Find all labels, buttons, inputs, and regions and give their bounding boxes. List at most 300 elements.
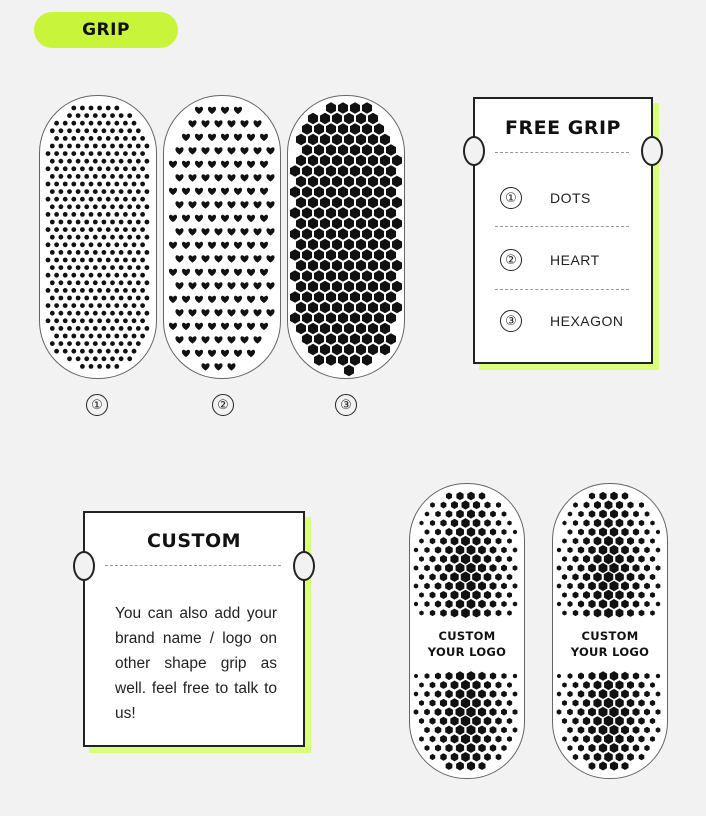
- grip-dot: [123, 334, 128, 339]
- grip-dot: [140, 273, 145, 278]
- grip-hexagon: [501, 601, 506, 607]
- grip-hexagon: [490, 672, 496, 679]
- grip-dot: [119, 311, 124, 316]
- grip-hexagon: [356, 260, 366, 272]
- card-notch-left: [73, 551, 95, 581]
- grip-hexagon: [344, 218, 354, 230]
- grip-hexagon: [507, 682, 512, 688]
- grip-hexagon: [490, 511, 496, 518]
- grip-hexagon: [451, 519, 458, 527]
- grip-hexagon: [501, 547, 507, 553]
- grip-heart: [169, 323, 177, 330]
- grip-hexagon: [467, 545, 476, 555]
- grip-hexagon: [392, 302, 402, 314]
- grip-dot: [59, 311, 64, 316]
- grip-hexagon: [456, 563, 465, 573]
- grip-hexagon: [633, 690, 640, 698]
- grip-dot: [119, 174, 124, 179]
- grip-hexagon: [467, 761, 475, 770]
- grip-dot: [114, 303, 119, 308]
- grip-hexagon: [650, 700, 655, 706]
- grip-hexagon: [414, 583, 418, 588]
- grip-hexagon: [344, 260, 354, 272]
- grip-dot: [59, 189, 64, 194]
- grip-hexagon: [501, 673, 506, 679]
- grip-hexagon: [507, 574, 513, 580]
- grip-dot: [106, 258, 111, 263]
- grip-dot: [127, 280, 132, 285]
- grip-dot: [123, 242, 128, 247]
- grip-hexagon: [320, 302, 330, 314]
- grip-hexagon: [589, 510, 596, 518]
- grip-dot: [76, 356, 81, 361]
- grip-hexagon: [496, 502, 501, 508]
- grip-hexagon: [430, 556, 436, 563]
- grip-hexagon: [362, 228, 372, 240]
- grip-dot: [106, 166, 111, 171]
- grip-dot: [127, 204, 132, 209]
- grip-hexagon: [445, 672, 452, 680]
- grip-dot: [84, 296, 89, 301]
- grip-dot: [54, 121, 59, 126]
- grip-hexagon: [456, 707, 465, 717]
- grip-hexagon: [430, 754, 435, 760]
- grip-dot: [127, 174, 132, 179]
- grip-hexagon: [599, 689, 608, 699]
- grip-dot: [132, 182, 137, 187]
- grip-dot: [71, 334, 76, 339]
- grip-dot: [114, 166, 119, 171]
- grip-hexagon: [478, 528, 485, 536]
- grip-hexagon: [501, 583, 507, 590]
- grip-heart: [227, 363, 235, 370]
- grip-hexagon: [368, 155, 378, 167]
- grip-hexagon: [615, 698, 624, 708]
- grip-hexagon: [495, 736, 501, 743]
- grip-hexagon: [308, 260, 318, 272]
- grip-heart: [260, 188, 268, 195]
- grip-hexagon: [599, 527, 607, 536]
- grip-heart: [182, 296, 190, 303]
- grip-dot: [97, 166, 102, 171]
- grip-heart: [195, 350, 203, 357]
- grip-dot: [102, 189, 107, 194]
- item-label: DOTS: [550, 190, 591, 206]
- grip-dot: [89, 136, 94, 141]
- grip-hexagon: [610, 689, 619, 699]
- grip-dot: [114, 242, 119, 247]
- item-number: ③: [500, 310, 522, 332]
- grip-dot: [127, 265, 132, 270]
- grip-dot: [84, 250, 89, 255]
- grip-dot: [67, 311, 72, 316]
- grip-hexagon: [604, 518, 612, 528]
- grip-heart: [208, 269, 216, 276]
- grip-hexagon: [568, 511, 572, 516]
- grip-hexagon: [320, 281, 330, 293]
- grip-hexagon: [450, 554, 458, 563]
- grip-hexagon: [435, 690, 441, 697]
- grip-dot: [71, 273, 76, 278]
- grip-dot: [123, 166, 128, 171]
- grip-hexagon: [594, 501, 601, 509]
- grip-hexagon: [627, 555, 634, 564]
- grip-dot: [76, 326, 81, 331]
- grip-dot: [59, 144, 64, 149]
- grip-heart: [169, 242, 177, 249]
- item-label: HEART: [550, 252, 600, 268]
- grip-hexagon: [356, 134, 366, 146]
- grip-hexagon: [583, 609, 590, 617]
- grip-heart: [234, 323, 242, 330]
- grip-dot: [89, 166, 94, 171]
- grip-hexagon: [573, 592, 579, 599]
- grip-dot: [119, 356, 124, 361]
- grip-hexagon: [308, 239, 318, 251]
- grip-hexagon: [424, 745, 429, 751]
- grip-hexagon: [650, 520, 654, 525]
- grip-dot: [46, 182, 51, 187]
- grip-dot: [50, 235, 55, 240]
- grip-hexagon: [392, 239, 402, 251]
- grip-dot: [71, 166, 76, 171]
- grip-hexagon: [414, 565, 419, 570]
- grip-hexagon: [308, 176, 318, 188]
- grip-hexagon: [332, 302, 342, 314]
- grip-dot: [119, 341, 124, 346]
- grip-dot: [145, 235, 150, 240]
- grip-heart: [247, 215, 255, 222]
- grip-dot: [63, 242, 68, 247]
- grip-dot: [63, 121, 68, 126]
- grip-hexagon: [424, 565, 430, 572]
- grip-hexagon: [440, 591, 447, 599]
- section-tag: GRIP: [34, 12, 178, 48]
- grip-hexagon: [578, 529, 584, 536]
- grip-dot: [76, 341, 81, 346]
- option-number-1: ①: [86, 394, 108, 416]
- grip-hexagon: [489, 708, 496, 716]
- grip-hexagon: [419, 521, 423, 526]
- grip-hexagon: [484, 753, 491, 761]
- grip-hexagon: [356, 344, 366, 356]
- grip-hexagon: [599, 492, 606, 500]
- grip-hexagon: [314, 228, 324, 240]
- grip-hexagon: [392, 155, 402, 167]
- custom-title: CUSTOM: [146, 530, 242, 552]
- grip-heart: [201, 363, 209, 370]
- grip-dot: [145, 174, 150, 179]
- grip-dot: [140, 258, 145, 263]
- grip-hexagon: [479, 492, 485, 499]
- grip-hexagon: [451, 501, 458, 509]
- grip-dot: [67, 128, 72, 133]
- grip-dot: [110, 144, 115, 149]
- grip-hexagon: [380, 281, 390, 293]
- grip-heart: [221, 323, 229, 330]
- grip-dot: [119, 144, 124, 149]
- grip-heart: [260, 215, 268, 222]
- grip-dot: [93, 356, 98, 361]
- grip-heart: [227, 255, 235, 262]
- grip-hexagon: [501, 691, 507, 698]
- grip-hexagon: [473, 753, 481, 762]
- grip-hexagon: [414, 692, 418, 697]
- grip-hexagon: [583, 681, 590, 689]
- grip-hexagon: [440, 699, 447, 707]
- grip-hexagon: [650, 538, 655, 544]
- grip-dot: [84, 280, 89, 285]
- grip-hexagon: [308, 344, 318, 356]
- grip-heart: [253, 255, 261, 262]
- grip-hexagon: [296, 260, 306, 272]
- grip-hexagon: [478, 744, 485, 753]
- grip-dot: [54, 151, 59, 156]
- grip-hexagon: [472, 536, 480, 545]
- logo-line-2: YOUR LOGO: [427, 645, 507, 659]
- grip-heart: [201, 336, 209, 343]
- grip-hexagon: [467, 492, 475, 501]
- grip-dot: [89, 318, 94, 323]
- grip-dot: [71, 258, 76, 263]
- grip-dot: [76, 280, 81, 285]
- grip-hexagon: [583, 537, 590, 545]
- grip-dot: [67, 341, 72, 346]
- grip-hexagon: [356, 239, 366, 251]
- grip-heart: [221, 215, 229, 222]
- grip-hexagon: [461, 572, 470, 583]
- grip-hexagon: [578, 564, 585, 572]
- grip-hexagon: [627, 609, 634, 617]
- grip-heart: [175, 174, 183, 181]
- grip-hexagon: [435, 529, 441, 536]
- grip-hexagon: [350, 333, 360, 345]
- grip-dot: [110, 159, 115, 164]
- grip-hexagon: [456, 689, 465, 699]
- grip-hexagon: [429, 699, 435, 706]
- grip-heart: [175, 336, 183, 343]
- grip-hexagon: [374, 270, 384, 282]
- grip-dot: [59, 326, 64, 331]
- grip-heart: [201, 147, 209, 154]
- grip-hexagon: [414, 674, 418, 678]
- grip-hexagon: [604, 572, 613, 583]
- grip-hexagon: [362, 270, 372, 282]
- grip-dot: [46, 318, 51, 323]
- grip-hexagon: [573, 556, 579, 563]
- grip-dot: [145, 296, 150, 301]
- grip-hexagon: [578, 744, 584, 751]
- grip-hexagon: [302, 165, 312, 177]
- grip-dot: [136, 174, 141, 179]
- grip-dot: [132, 197, 137, 202]
- grip-hexagon: [440, 519, 446, 526]
- grip-hexagon: [338, 144, 348, 156]
- grip-dot: [89, 121, 94, 126]
- grip-heart: [182, 269, 190, 276]
- grip-hexagon: [320, 344, 330, 356]
- grip-heart: [266, 228, 274, 235]
- grip-heart: [240, 336, 248, 343]
- grip-hexagon: [350, 207, 360, 219]
- grip-hexagon: [472, 716, 481, 726]
- grip-dot: [140, 197, 145, 202]
- grip-heart: [266, 147, 274, 154]
- grip-hexagon: [513, 691, 518, 696]
- grip-heart: [169, 296, 177, 303]
- grip-dot: [123, 212, 128, 217]
- grip-dot: [136, 341, 141, 346]
- free-grip-card: [473, 97, 653, 364]
- grip-heart: [195, 296, 203, 303]
- grip-hexagon: [650, 592, 655, 598]
- grip-hexagon: [644, 547, 650, 553]
- grip-hexagon: [350, 123, 360, 135]
- logo-line-1: CUSTOM: [581, 629, 639, 643]
- grip-dot: [63, 227, 68, 232]
- grip-hexagon: [621, 762, 628, 770]
- grip-dot: [76, 204, 81, 209]
- grip-heart: [208, 350, 216, 357]
- grip-hexagon: [461, 608, 470, 618]
- grip-hexagon: [589, 762, 596, 770]
- grip-dot: [110, 220, 115, 225]
- grip-heart: [214, 174, 222, 181]
- grip-heart: [195, 107, 203, 114]
- grip-dot: [97, 106, 102, 111]
- grip-hexagon: [451, 609, 459, 618]
- grip-dot: [67, 113, 72, 118]
- grip-sole-heart: [163, 95, 281, 379]
- grip-dot: [123, 258, 128, 263]
- grip-dot: [63, 197, 68, 202]
- grip-dot: [89, 349, 94, 354]
- grip-dot: [127, 341, 132, 346]
- grip-dot: [110, 235, 115, 240]
- grip-hexagon: [599, 725, 608, 735]
- grip-hexagon: [633, 726, 640, 734]
- grip-hexagon: [302, 207, 312, 219]
- grip-dot: [76, 235, 81, 240]
- grip-heart: [227, 120, 235, 127]
- grip-hexagon: [308, 134, 318, 146]
- grip-dot: [54, 349, 59, 354]
- grip-hexagon: [461, 734, 470, 744]
- grip-hexagon: [326, 249, 336, 261]
- grip-heart: [208, 134, 216, 141]
- grip-hexagon: [604, 608, 613, 618]
- grip-dot: [67, 174, 72, 179]
- grip-hexagon: [424, 727, 429, 733]
- grip-dot: [59, 128, 64, 133]
- grip-dot: [106, 364, 111, 369]
- grip-hexagon: [478, 563, 486, 572]
- grip-hexagon: [419, 574, 424, 580]
- grip-hexagon: [430, 502, 435, 507]
- grip-hexagon: [567, 565, 573, 572]
- grip-dot: [119, 235, 124, 240]
- grip-hexagon: [496, 538, 502, 545]
- grip-hexagon: [344, 155, 354, 167]
- grip-hexagon: [594, 519, 601, 527]
- grip-heart: [214, 120, 222, 127]
- grip-heart: [188, 255, 196, 262]
- custom-description: You can also add your brand name / logo on other shape grip as well. feel free to talk to us!: [115, 605, 277, 722]
- grip-dot: [102, 204, 107, 209]
- grip-hexagon: [445, 563, 453, 572]
- grip-heart: [201, 309, 209, 316]
- grip-hexagon: [440, 681, 447, 689]
- grip-heart: [266, 309, 274, 316]
- grip-dot: [136, 326, 141, 331]
- grip-heart: [195, 134, 203, 141]
- grip-hexagon: [440, 753, 446, 760]
- grip-hexagon: [440, 609, 447, 617]
- grip-hexagon: [639, 538, 645, 545]
- grip-hexagon: [362, 102, 372, 114]
- grip-hexagon: [604, 680, 613, 690]
- grip-dot: [71, 288, 76, 293]
- grip-dot: [127, 189, 132, 194]
- grip-dot: [97, 334, 102, 339]
- grip-hexagon: [567, 709, 573, 716]
- grip-hexagon: [302, 228, 312, 240]
- grip-dot: [132, 258, 137, 263]
- grip-hexagon: [451, 537, 459, 546]
- grip-dot: [114, 121, 119, 126]
- grip-dot: [119, 113, 124, 118]
- grip-dot: [110, 341, 115, 346]
- grip-hexagon: [326, 270, 336, 282]
- grip-dot: [140, 166, 145, 171]
- grip-hexagon: [490, 690, 497, 698]
- grip-hexagon: [290, 270, 300, 282]
- grip-dot: [106, 303, 111, 308]
- grip-heart: [221, 350, 229, 357]
- grip-heart: [247, 188, 255, 195]
- grip-hexagon: [314, 207, 324, 219]
- grip-dot: [132, 349, 137, 354]
- grip-hexagon: [557, 602, 561, 607]
- grip-hexagon: [567, 583, 573, 589]
- grip-hexagon: [435, 564, 442, 572]
- grip-hexagon: [445, 744, 452, 752]
- grip-dot: [102, 220, 107, 225]
- grip-dot: [84, 174, 89, 179]
- grip-hexagon: [368, 239, 378, 251]
- grip-dot: [50, 189, 55, 194]
- grip-hexagon: [374, 165, 384, 177]
- grip-hexagon: [435, 744, 441, 751]
- grip-dot: [114, 106, 119, 111]
- grip-dot: [145, 220, 150, 225]
- grip-hexagon: [308, 281, 318, 293]
- grip-heart: [247, 323, 255, 330]
- grip-hexagon: [308, 113, 318, 125]
- grip-hexagon: [456, 581, 465, 591]
- grip-dot: [63, 303, 68, 308]
- grip-hexagon: [599, 545, 607, 555]
- grip-hexagon: [356, 155, 366, 167]
- grip-hexagon: [356, 302, 366, 314]
- grip-hexagon: [296, 323, 306, 335]
- grip-heart: [201, 282, 209, 289]
- grip-dot: [97, 364, 102, 369]
- grip-hexagon: [572, 573, 578, 580]
- grip-hexagon: [332, 239, 342, 251]
- grip-dot: [114, 349, 119, 354]
- grip-heart: [234, 242, 242, 249]
